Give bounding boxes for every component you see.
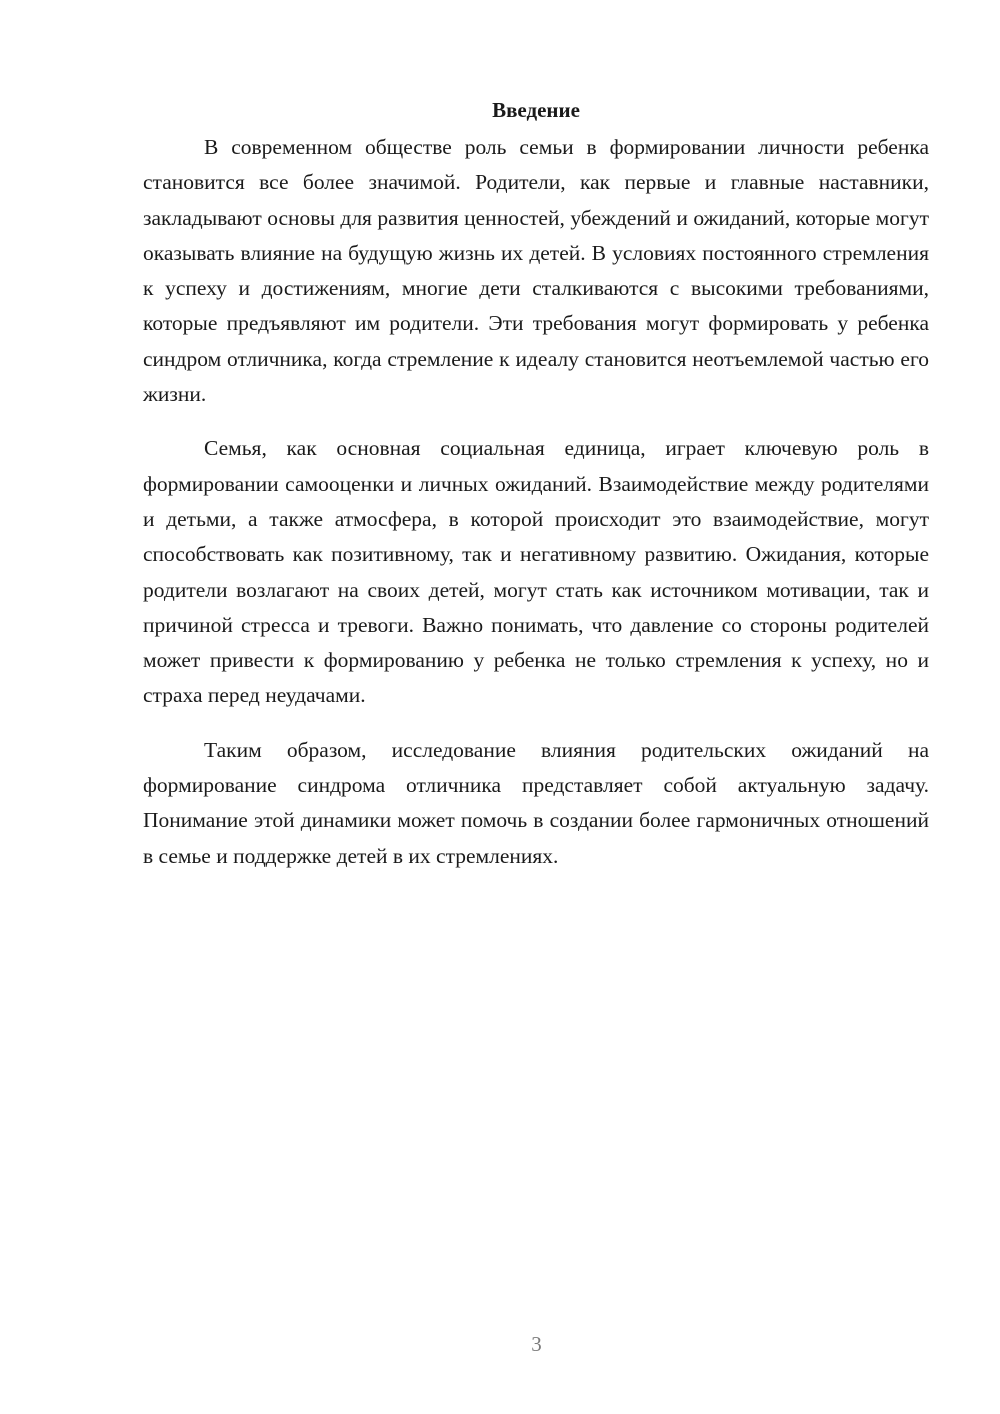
- paragraph-2: Семья, как основная социальная единица, играет ключевую роль в формировании самооценки и личных ожиданий. Взаимодействие между родителями и детьми, а также атмосфера, в которой происходит это взаимодействие, могут способствовать как позитивному, так и негативному развитию. Ожидания, которые родители возлагают на своих детей, могут стать как источником мотивации, так и причиной стресса и тревоги. Важно понимать, что давление со стороны родителей может привести к формированию у ребенка не только стремления к успеху, но и страха перед неудачами.: [143, 436, 929, 708]
- paragraph-3: Таким образом, исследование влияния родительских ожиданий на формирование синдрома отличника представляет собой актуальную задачу. Понимание этой динамики может помочь в создании более гармоничных отношений в семье и поддержке детей в их стремлениях.: [143, 737, 929, 868]
- section-heading: Введение: [492, 98, 580, 122]
- page-content: [143, 94, 929, 874]
- paragraph-1: В современном обществе роль семьи в формировании личности ребенка становится все более значимой. Родители, как первые и главные наставники, закладывают основы для развития ценностей, убеждений и ожиданий, которые могут оказывать влияние на будущую жизнь их детей. В условиях постоянного стремления к успеху и достижениям, многие дети сталкиваются с высокими требованиями, которые предъявляют им родители. Эти требования могут формировать у ребенка синдром отличника, когда стремление к идеалу становится неотъемлемой частью его жизни.: [143, 135, 929, 407]
- page-number: 3: [531, 1332, 542, 1356]
